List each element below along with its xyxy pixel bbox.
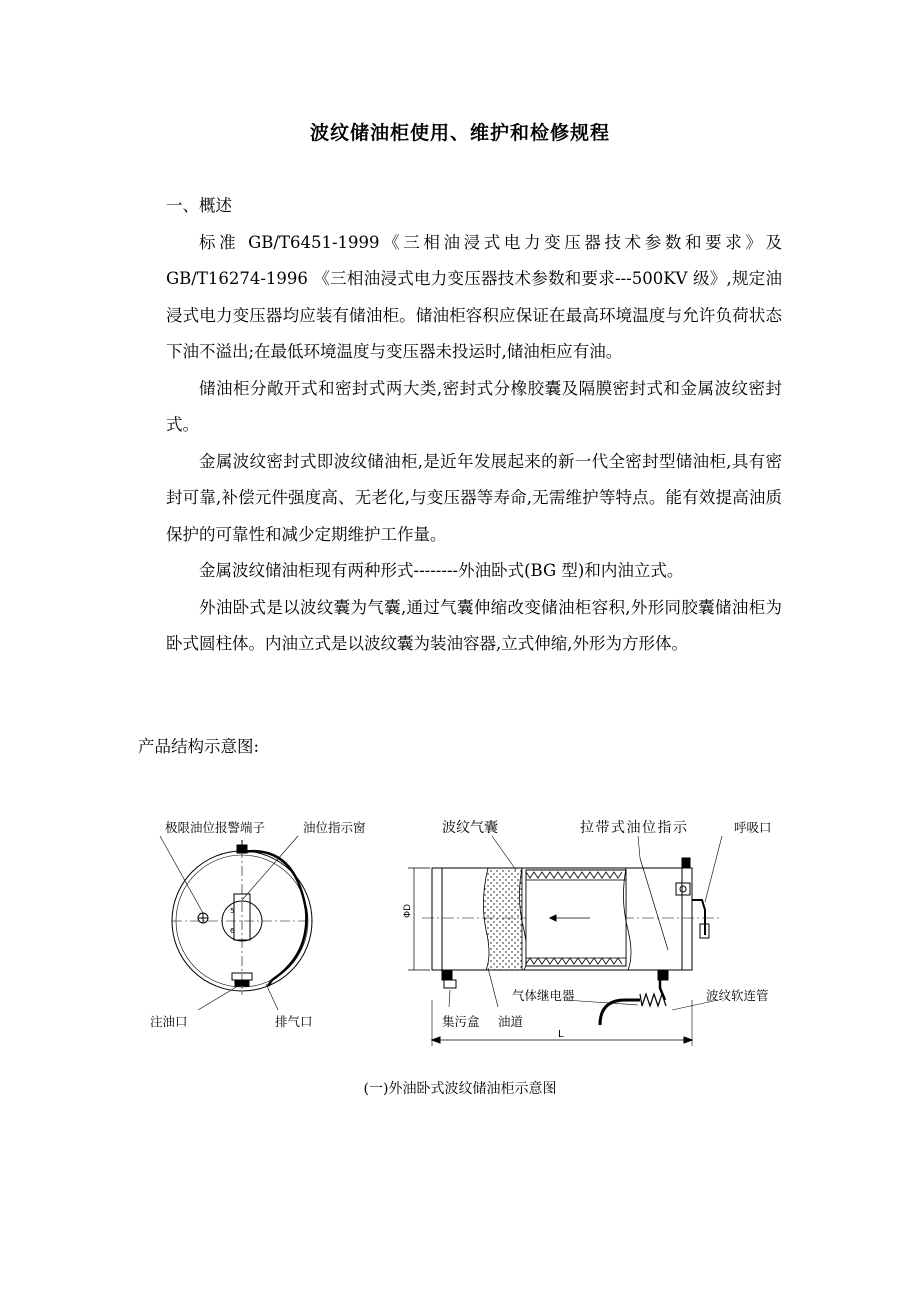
label-alarm-terminal: 极限油位报警端子 — [165, 820, 266, 835]
section-overview — [166, 188, 782, 663]
label-strap-level: 拉带式油位指示 — [580, 820, 689, 836]
page-title: 波纹储油柜使用、维护和检修规程 — [309, 122, 610, 144]
figure-caption: (一)外油卧式波纹储油柜示意图 — [363, 1081, 557, 1097]
label-bellows-air-bag: 波纹气囊 — [442, 820, 498, 836]
paragraph-horizontal: 外油卧式是以波纹囊为气囊,通过气囊伸缩改变储油柜容积,外形同胶囊储油柜为卧式圆柱体。内油立式是以波纹囊为装油容器,立式伸缩,外形为方形体。 — [166, 597, 782, 653]
label-oil-window: 油位指示窗 — [303, 820, 366, 835]
paragraph-standards: 标准 GB/T6451-1999《三相油浸式电力变压器技术参数和要求》及GB/T16274-1996 《三相油浸式电力变压器技术参数和要求---500KV 级》,规定油浸式电力变压器均应装有储油柜。储油柜容积应保证在最高环境温度与允许负荷状态下油不溢出;在最低环境温度与变压器未投运时,储油柜应有油。 — [166, 232, 782, 361]
label-vent-port: 排气口 — [275, 1014, 313, 1029]
label-flex-pipe: 波纹软连管 — [706, 988, 769, 1003]
dimension-length: L — [558, 1029, 564, 1040]
dimension-diameter: ΦD — [403, 903, 413, 918]
label-oil-channel: 油道 — [498, 1014, 524, 1029]
dial-mark-5: 5 — [230, 907, 235, 915]
paragraph-forms: 金属波纹储油柜现有两种形式--------外油卧式(BG 型)和内油立式。 — [199, 561, 684, 580]
structure-diagram — [120, 800, 820, 1060]
products-label: 产品结构示意图: — [138, 737, 260, 756]
label-breather: 呼吸口 — [734, 820, 772, 835]
end-view — [160, 836, 312, 1010]
paragraph-types: 储油柜分敞开式和密封式两大类,密封式分橡胶囊及隔膜密封式和金属波纹密封式。 — [166, 378, 782, 434]
dial-mark-6: 6 — [230, 927, 235, 935]
paragraph-bellows: 金属波纹密封式即波纹储油柜,是近年发展起来的新一代全密封型储油柜,具有密封可靠,补偿元件强度高、无老化,与变压器等寿命,无需维护等特点。能有效提高油质保护的可靠性和减少定期维护工作量。 — [166, 451, 782, 544]
label-gas-relay: 气体继电器 — [512, 988, 575, 1003]
section-heading: 一、概述 — [166, 196, 232, 215]
label-sludge-box: 集污盒 — [442, 1014, 480, 1029]
label-fill-port: 注油口 — [150, 1014, 188, 1029]
